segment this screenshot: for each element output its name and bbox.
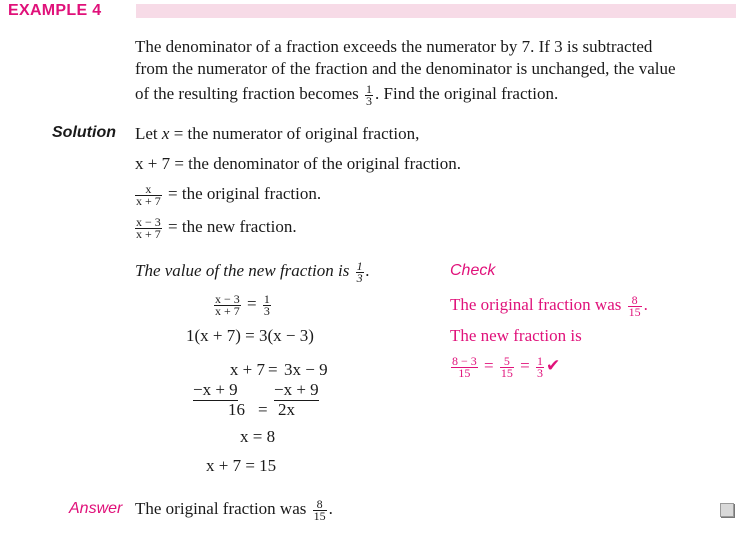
equation-3-eq: = [268,360,278,379]
solution-let-line: Let x = the numerator of original fraction, [135,124,420,143]
equation-7: x + 7 = 15 [206,456,277,475]
equation-1-right-fraction: $\frac{1}{3}$ [263,291,270,318]
solution-new-fraction-line: $\frac{x - 3}{x + 7}$ = the new fraction. [136,214,297,241]
equation-4-right: −x + 9 [274,380,319,399]
equation-3-right: 3x − 9 [284,360,328,379]
check-frac-1: $\frac{8 - 3}{15}$ [452,353,477,380]
solution-label: Solution [52,124,116,141]
new-fraction: $\frac{x - 3}{x + 7}$ [136,214,161,241]
original-fraction: $\frac{x}{x + 7}$ [136,181,161,208]
check-label: Check [450,262,496,279]
heading-bar [136,4,736,18]
example-heading: EXAMPLE 4 [8,2,102,19]
answer-label: Answer [69,500,123,517]
equation-5-right: 2x [278,400,295,419]
solution-original-fraction-line: $\frac{x}{x + 7}$ = the original fraction. [136,181,322,208]
equation-3-left: x + 7 [229,360,265,379]
check-frac-3: $\frac{1}{3}$ [536,353,543,380]
checkmark-icon: ✔ [545,356,561,375]
check-original-fraction: $\frac{8}{15}$ [628,292,641,319]
problem-fraction: $\frac{1}{3}$ [366,81,373,108]
end-of-example-box-icon [720,503,734,517]
equation-4-left: −x + 9 [193,380,238,399]
check-line-2: The new fraction is [450,326,582,345]
equation-1-left-fraction: $\frac{x - 3}{x + 7}$ [215,291,240,318]
check-line-1: The original fraction was $\frac{8}{15}$ . [450,292,648,319]
solution-statement: The value of the new fraction is $\frac{1}{3}$ . [135,258,370,285]
statement-fraction: $\frac{1}{3}$ [356,258,363,285]
equation-5-left: 16 [228,400,245,419]
problem-line-1: The denominator of a fraction exceeds the numerator by 7. If 3 is subtracted [135,37,653,56]
answer-fraction: $\frac{8}{15}$ [313,496,326,523]
equation-5-eq: = [258,400,268,419]
check-calculation: $\frac{8 - 3}{15}$ = $\frac{5}{15}$ = $\frac{1}{3}$ ✔ [452,353,561,380]
equation-6: x = 8 [240,427,276,446]
answer-text: The original fraction was $\frac{8}{15}$ . [135,496,333,523]
problem-line-3: of the resulting fraction becomes $\frac{1}{3}$ . Find the original fraction. [135,81,559,108]
problem-line-2: from the numerator of the fraction and the denominator is unchanged, the value [135,59,676,78]
check-frac-2: $\frac{5}{15}$ [500,353,513,380]
solution-denominator-line: x + 7 = the denominator of the original fraction. [135,154,462,173]
equation-2: 1(x + 7) = 3(x − 3) [186,326,314,345]
equation-1: $\frac{x - 3}{x + 7}$ = $\frac{1}{3}$ [215,291,270,318]
